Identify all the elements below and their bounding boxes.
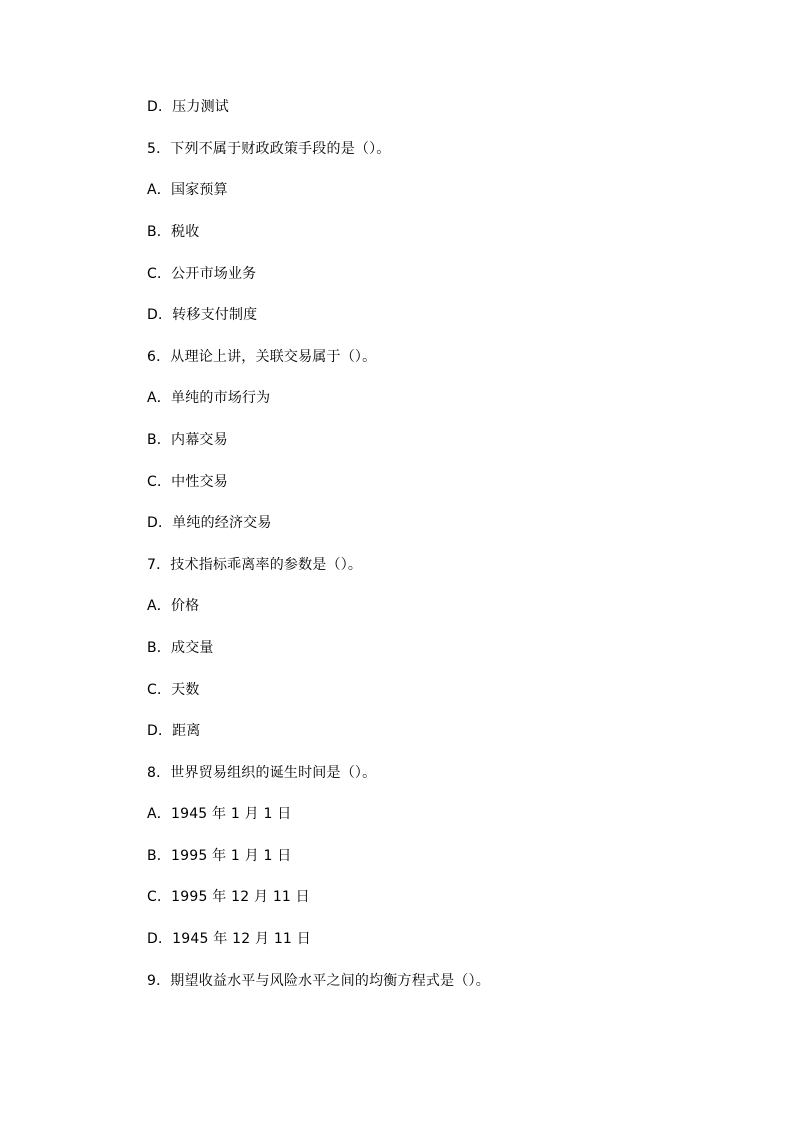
option-7c: C．天数 [147, 682, 200, 698]
option-8c: C．1995 年 12 月 11 日 [147, 889, 310, 905]
question-9: 9．期望收益水平与风险水平之间的均衡方程式是（）。 [147, 973, 490, 989]
option-5d: D．转移支付制度 [147, 307, 258, 323]
option-5b: B．税收 [147, 224, 200, 240]
question-7: 7．技术指标乖离率的参数是（）。 [147, 557, 363, 573]
option-8d: D．1945 年 12 月 11 日 [147, 931, 311, 947]
question-8: 8．世界贸易组织的诞生时间是（）。 [147, 765, 377, 781]
option-6d: D．单纯的经济交易 [147, 515, 272, 531]
option-5c: C．公开市场业务 [147, 266, 257, 282]
option-6c: C．中性交易 [147, 474, 228, 490]
option-7b: B．成交量 [147, 640, 214, 656]
option-7d: D．距离 [147, 723, 201, 739]
option-7a: A．价格 [147, 598, 200, 614]
option-6b: B．内幕交易 [147, 432, 228, 448]
option-4d: D．压力测试 [147, 99, 229, 115]
option-5a: A．国家预算 [147, 182, 228, 198]
question-5: 5．下列不属于财政政策手段的是（）。 [147, 141, 391, 157]
option-8b: B．1995 年 1 月 1 日 [147, 848, 292, 864]
option-8a: A．1945 年 1 月 1 日 [147, 806, 292, 822]
option-6a: A．单纯的市场行为 [147, 390, 271, 406]
question-6: 6．从理论上讲，关联交易属于（）。 [147, 349, 377, 365]
